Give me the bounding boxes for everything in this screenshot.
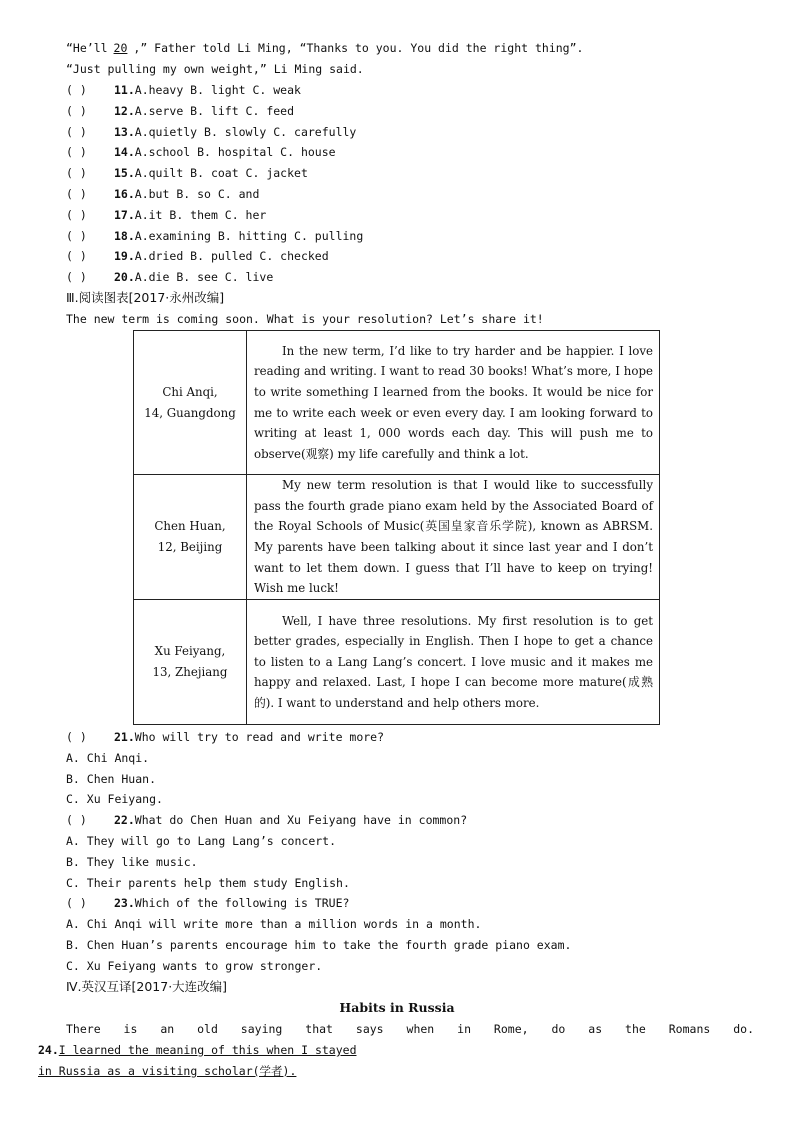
answer-parenthesis[interactable]: ( ) — [66, 187, 87, 201]
translation-sentence-underlined: I learned the meaning of this when I stayed — [58, 1043, 357, 1057]
question-stem: What do Chen Huan and Xu Feiyang have in common? — [134, 813, 468, 828]
question-number: 17. — [114, 207, 135, 222]
cloze-item — [66, 246, 329, 266]
question-number: 12. — [114, 103, 135, 118]
cloze-options: A.die B. see C. live — [134, 270, 274, 285]
question-stem: Which of the following is TRUE? — [134, 896, 350, 911]
question-number: 16. — [114, 187, 135, 201]
cloze-item — [66, 226, 363, 246]
cloze-item — [66, 184, 259, 204]
answer-option: C. Xu Feiyang. — [66, 792, 163, 807]
passage-title: Habits in Russia — [339, 1000, 455, 1015]
resolution-text: Well, I have three resolutions. My first resolution is to get better grades, especially in English. Then I hope to get a chance to listen to a Lang Lang’s concert. I love music and it makes me happy and relaxed. Last, I hope I can become more mature(成熟的). I want to understand and help others more. — [254, 613, 653, 710]
passage-line-1: There is an old saying that says when in Rome, do as the Romans do. — [66, 1022, 754, 1036]
question-number: 13. — [114, 124, 135, 139]
answer-parenthesis[interactable]: ( ) — [66, 730, 87, 744]
student-name: Xu Feiyang, — [154, 644, 226, 658]
resolution-text-cell — [247, 600, 660, 725]
cloze-options: A.it B. them C. her — [134, 207, 267, 222]
answer-option: C. Their parents help them study English. — [66, 875, 350, 890]
section-heading-reading-chart: Ⅲ.阅读图表[2017·永州改编] — [66, 290, 225, 305]
story-line-1 — [66, 38, 583, 58]
answer-option: B. They like music. — [66, 854, 198, 869]
cloze-options: A.examining B. hitting C. pulling — [134, 228, 364, 243]
cloze-options: A.quilt B. coat C. jacket — [134, 166, 308, 181]
student-age-province: 13, Zhejiang — [152, 665, 228, 679]
answer-parenthesis[interactable]: ( ) — [66, 249, 87, 264]
cloze-options: A.serve B. lift C. feed — [134, 103, 295, 118]
cloze-options: A.heavy B. light C. weak — [134, 83, 301, 97]
answer-parenthesis[interactable]: ( ) — [66, 270, 87, 285]
question-number: 22. — [114, 813, 135, 828]
question-number: 19. — [114, 249, 135, 264]
question-stem: Who will try to read and write more? — [134, 730, 385, 744]
resolution-text-cell — [247, 475, 660, 600]
question-stem-row — [66, 727, 384, 747]
question-number: 18. — [114, 228, 135, 243]
answer-parenthesis[interactable]: ( ) — [66, 166, 87, 181]
student-info-cell — [134, 475, 247, 600]
student-info-cell — [134, 331, 247, 475]
question-number: 21. — [114, 730, 135, 744]
answer-parenthesis[interactable]: ( ) — [66, 145, 87, 160]
question-stem-row — [66, 810, 467, 830]
question-number: 23. — [114, 896, 135, 911]
question-stem-row — [66, 893, 349, 913]
cloze-options: A.but B. so C. and — [134, 187, 260, 201]
translation-sentence-underlined: in Russia as a visiting scholar(学者). — [38, 1064, 297, 1078]
cloze-item — [66, 80, 301, 100]
answer-option: A. Chi Anqi. — [66, 750, 150, 765]
resolution-row — [134, 331, 660, 475]
question-number: 11. — [114, 83, 135, 97]
cloze-item — [66, 122, 356, 142]
resolution-table — [133, 330, 660, 725]
student-age-province: 14, Guangdong — [144, 405, 236, 420]
student-name: Chen Huan, — [154, 519, 226, 533]
translation-item-24-cont — [38, 1061, 296, 1081]
question-number: 14. — [114, 145, 135, 160]
question-number: 15. — [114, 166, 135, 181]
question-number: 24. — [38, 1043, 59, 1057]
cloze-item — [66, 163, 308, 183]
section-heading-translation: Ⅳ.英汉互译[2017·大连改编] — [66, 979, 228, 994]
resolution-row — [134, 600, 660, 725]
answer-parenthesis[interactable]: ( ) — [66, 228, 87, 243]
cloze-options: A.school B. hospital C. house — [134, 145, 336, 160]
answer-parenthesis[interactable]: ( ) — [66, 83, 87, 97]
answer-option: A. They will go to Lang Lang’s concert. — [66, 834, 337, 848]
answer-option: B. Chen Huan’s parents encourage him to take the fourth grade piano exam. — [66, 938, 572, 952]
cloze-item — [66, 142, 336, 162]
section-intro: The new term is coming soon. What is your resolution? Let’s share it! — [66, 312, 544, 326]
answer-parenthesis[interactable]: ( ) — [66, 103, 87, 118]
cloze-options: A.dried B. pulled C. checked — [134, 249, 329, 264]
answer-option: B. Chen Huan. — [66, 771, 157, 786]
student-age-province: 12, Beijing — [157, 540, 223, 554]
answer-parenthesis[interactable]: ( ) — [66, 124, 87, 139]
question-number: 20. — [114, 270, 135, 285]
translation-item-24 — [38, 1040, 357, 1060]
resolution-text: My new term resolution is that I would like to successfully pass the fourth grade piano exam held by the Associated Board of the Royal Schools of Music(英国皇家音乐学院), known as ABRSM. My parents have been talking about it since last year and I don’t want to let them down. I guess that I’ll have to keep on trying! Wish me luck! — [254, 478, 653, 596]
story-line-2: “Just pulling my own weight,” Li Ming said. — [66, 62, 364, 76]
story-text: “He’ll — [66, 41, 108, 55]
cloze-item — [66, 267, 273, 287]
answer-option: C. Xu Feiyang wants to grow stronger. — [66, 958, 323, 973]
cloze-item — [66, 101, 294, 121]
resolution-row — [134, 475, 660, 600]
student-info-cell — [134, 600, 247, 725]
answer-parenthesis[interactable]: ( ) — [66, 207, 87, 222]
answer-parenthesis[interactable]: ( ) — [66, 813, 87, 828]
resolution-text-cell — [247, 331, 660, 475]
story-text: ,” Father told Li Ming, “Thanks to you. You did the right thing”. — [133, 41, 584, 55]
answer-parenthesis[interactable]: ( ) — [66, 896, 87, 911]
answer-option: A. Chi Anqi will write more than a million words in a month. — [66, 917, 482, 932]
cloze-options: A.quietly B. slowly C. carefully — [134, 124, 357, 139]
answer-blank-20: 20 — [113, 41, 128, 55]
student-name: Chi Anqi, — [162, 384, 218, 399]
cloze-item — [66, 205, 266, 225]
resolution-text: In the new term, I’d like to try harder and be happier. I love reading and writing. I want to read 30 books! What’s more, I hope to write something I learned from the books. It would be nice for me to write each week or even every day. I am looking forward to writing at least 1, 000 words each day. This will push me to observe(观察) my life carefully and think a lot. — [254, 343, 653, 461]
